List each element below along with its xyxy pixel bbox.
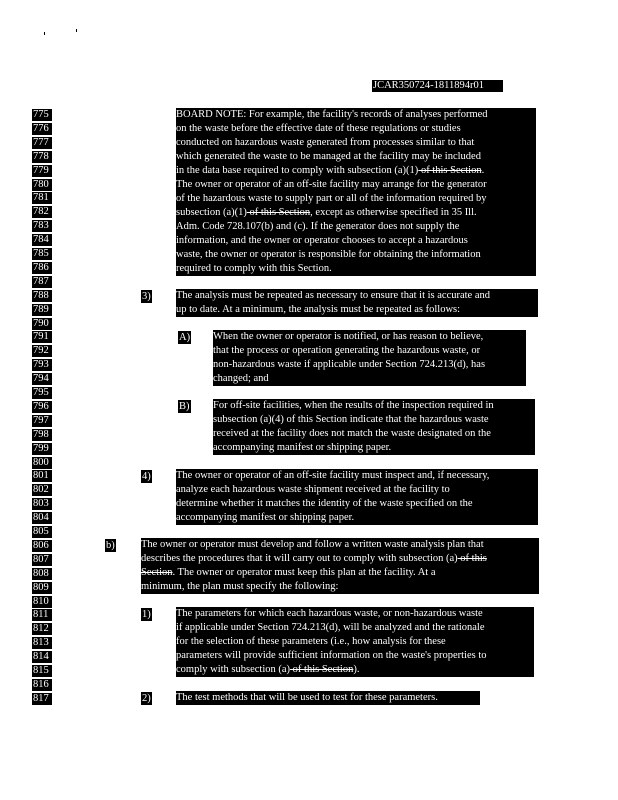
line-number: 794 bbox=[32, 373, 52, 385]
item-b-label: b) bbox=[106, 540, 115, 551]
line-number: 805 bbox=[32, 526, 52, 538]
line-number: 790 bbox=[32, 318, 52, 330]
line-number: 793 bbox=[32, 359, 52, 371]
line-number: 786 bbox=[32, 262, 52, 274]
text-line: if applicable under Section 724.213(d), will be analyzed and the rationale bbox=[176, 622, 485, 633]
line-number: 803 bbox=[32, 498, 52, 510]
text-line: The owner or operator of an off-site facility must inspect and, if necessary, bbox=[176, 470, 490, 481]
line-number: 784 bbox=[32, 234, 52, 246]
text-line: comply with subsection (a) of this Section). bbox=[176, 664, 360, 675]
item-3-text bbox=[176, 289, 538, 317]
item-B-text bbox=[213, 399, 535, 455]
text-line: changed; and bbox=[213, 373, 269, 384]
line-number: 780 bbox=[32, 179, 52, 191]
text-line: of the hazardous waste to supply part or all of the information required by bbox=[176, 193, 487, 204]
line-number: 787 bbox=[32, 276, 52, 288]
item-A-text bbox=[213, 330, 526, 386]
line-number: 775 bbox=[32, 109, 52, 121]
text-line: describes the procedures that it will carry out to comply with subsection (a) of this bbox=[141, 553, 487, 564]
text-line: accompanying manifest or shipping paper. bbox=[213, 442, 392, 453]
line-number: 792 bbox=[32, 345, 52, 357]
line-number: 781 bbox=[32, 192, 52, 204]
line-number: 785 bbox=[32, 248, 52, 260]
text-line: non-hazardous waste if applicable under Section 724.213(d), has bbox=[213, 359, 486, 370]
text-line: The owner or operator must develop and follow a written waste analysis plan that bbox=[141, 539, 484, 550]
text-line: information, and the owner or operator chooses to accept a hazardous bbox=[176, 235, 468, 246]
line-number: 791 bbox=[32, 331, 52, 343]
text-line: parameters will provide sufficient information on the waste's properties to bbox=[176, 650, 487, 661]
text-line: BOARD NOTE: For example, the facility's records of analyses performed bbox=[176, 109, 488, 120]
line-number: 777 bbox=[32, 137, 52, 149]
line-number: 806 bbox=[32, 540, 52, 552]
text-line: analyze each hazardous waste shipment received at the facility to bbox=[176, 484, 450, 495]
line-number: 782 bbox=[32, 206, 52, 218]
text-line: that the process or operation generating the hazardous waste, or bbox=[213, 345, 481, 356]
struck-text: of this Section bbox=[246, 207, 311, 218]
text-line: determine whether it matches the identity of the waste specified on the bbox=[176, 498, 473, 509]
line-number: 779 bbox=[32, 165, 52, 177]
line-number: 796 bbox=[32, 401, 52, 413]
item-B-label: B) bbox=[179, 401, 190, 412]
text-line: The analysis must be repeated as necessary to ensure that it is accurate and bbox=[176, 290, 491, 301]
line-number: 783 bbox=[32, 220, 52, 232]
line-number: 799 bbox=[32, 443, 52, 455]
line-number: 810 bbox=[32, 596, 52, 608]
struck-text: Section bbox=[141, 567, 173, 578]
line-number: 778 bbox=[32, 151, 52, 163]
text-line: The parameters for which each hazardous waste, or non-hazardous waste bbox=[176, 608, 483, 619]
line-number: 789 bbox=[32, 304, 52, 316]
document-id-header: JCAR350724-1811894r01 bbox=[372, 80, 503, 92]
text-line: up to date. At a minimum, the analysis must be repeated as follows: bbox=[176, 304, 461, 315]
line-number: 811 bbox=[32, 609, 52, 621]
line-number: 795 bbox=[32, 387, 52, 399]
text-line: When the owner or operator is notified, or has reason to believe, bbox=[213, 331, 484, 342]
line-number: 816 bbox=[32, 679, 52, 691]
line-number: 815 bbox=[32, 665, 52, 677]
line-number: 798 bbox=[32, 429, 52, 441]
line-number: 814 bbox=[32, 651, 52, 663]
struck-text: of this Section bbox=[290, 664, 354, 675]
text-line: received at the facility does not match the waste designated on the bbox=[213, 428, 491, 439]
line-number: 797 bbox=[32, 415, 52, 427]
text-line: The owner or operator of an off-site facility may arrange for the generator bbox=[176, 179, 487, 190]
text-line: required to comply with this Section. bbox=[176, 263, 332, 274]
line-number: 817 bbox=[32, 693, 52, 705]
item-1-label: 1) bbox=[142, 609, 151, 620]
text-line: minimum, the plan must specify the following: bbox=[141, 581, 339, 592]
struck-text: of this Section bbox=[418, 165, 482, 176]
line-number: 802 bbox=[32, 484, 52, 496]
item-2-text bbox=[176, 691, 480, 705]
text-line: for the selection of these parameters (i.e., how analysis for these bbox=[176, 636, 446, 647]
board-note-block bbox=[176, 108, 536, 276]
text-line: The test methods that will be used to test for these parameters. bbox=[176, 692, 438, 703]
line-number: 800 bbox=[32, 457, 52, 469]
item-1-text bbox=[176, 607, 534, 677]
item-b-text bbox=[141, 538, 539, 594]
text-line: on the waste before the effective date of these regulations or studies bbox=[176, 123, 461, 134]
item-A-label: A) bbox=[179, 332, 191, 343]
text-line: subsection (a)(1) of this Section, except as otherwise specified in 35 Ill. bbox=[176, 207, 477, 218]
text-line: which generated the waste to be managed at the facility may be included bbox=[176, 151, 481, 162]
text-line: subsection (a)(4) of this Section indicate that the hazardous waste bbox=[213, 414, 489, 425]
text-line: Adm. Code 728.107(b) and (c). If the generator does not supply the bbox=[176, 221, 460, 232]
scan-mark bbox=[40, 28, 80, 36]
text-line: waste, the owner or operator is responsible for obtaining the information bbox=[176, 249, 481, 260]
item-4-text bbox=[176, 469, 538, 525]
text-line: in the data base required to comply with subsection (a)(1) of this Section. bbox=[176, 165, 485, 176]
struck-text: of this bbox=[457, 553, 487, 564]
item-3-label: 3) bbox=[142, 291, 151, 302]
line-number: 804 bbox=[32, 512, 52, 524]
line-number: 812 bbox=[32, 623, 52, 635]
text-line: conducted on hazardous waste generated from processes similar to that bbox=[176, 137, 475, 148]
text-line: accompanying manifest or shipping paper. bbox=[176, 512, 355, 523]
text-line: For off-site facilities, when the results of the inspection required in bbox=[213, 400, 494, 411]
line-number: 788 bbox=[32, 290, 52, 302]
item-4-label: 4) bbox=[142, 471, 151, 482]
line-number: 776 bbox=[32, 123, 52, 135]
text-line: Section. The owner or operator must keep this plan at the facility. At a bbox=[141, 567, 436, 578]
line-number: 807 bbox=[32, 554, 52, 566]
line-number: 813 bbox=[32, 637, 52, 649]
line-number: 808 bbox=[32, 568, 52, 580]
item-2-label: 2) bbox=[142, 693, 151, 704]
line-number: 809 bbox=[32, 582, 52, 594]
line-number: 801 bbox=[32, 470, 52, 482]
